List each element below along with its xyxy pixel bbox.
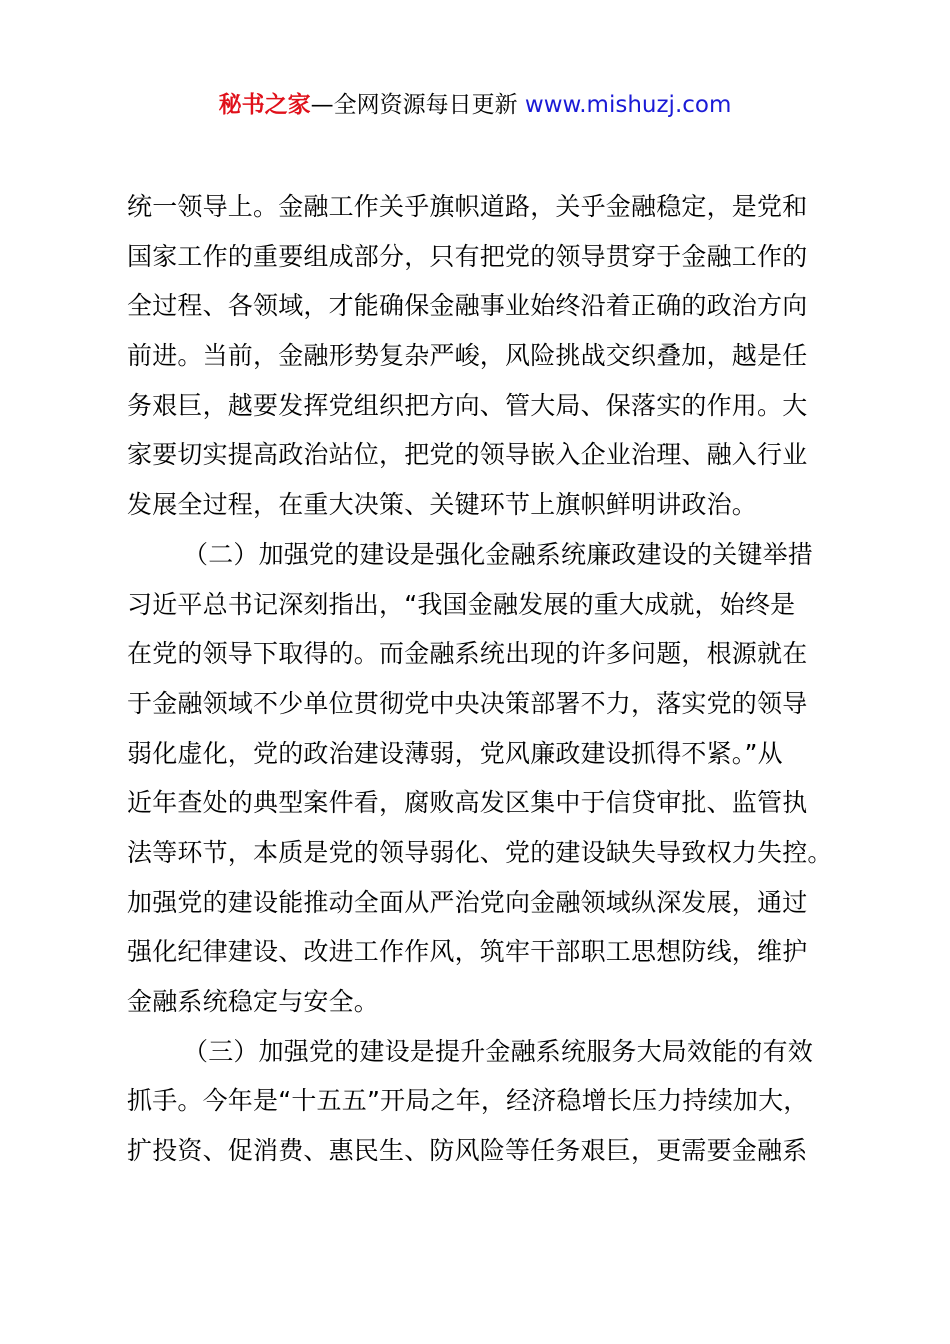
text-line: 金融系统稳定与安全。 (127, 987, 380, 1016)
text-line: 务艰巨，越要发挥党组织把方向、管大局、保落实的作用。大 (127, 390, 808, 420)
text-line: 全过程、各领域，才能确保金融事业始终沿着正确的政治方向 (127, 291, 808, 321)
text-line: 加强党的建设能推动全面从严治党向金融领域纵深发展，通过 (127, 887, 808, 917)
text-line: 统一领导上。金融工作关乎旗帜道路，关乎金融稳定，是党和 (127, 192, 808, 221)
text-line: 弱化虚化，党的政治建设薄弱，党风廉政建设抓得不紧。”从 (127, 738, 783, 768)
text-line: 前进。当前，金融形势复杂严峻，风险挑战交织叠加，越是任 (127, 341, 808, 371)
text-line: 家要切实提高政治站位，把党的领导嵌入企业治理、融入行业 (127, 440, 808, 470)
header-tagline: —全网资源每日更新 (310, 92, 525, 118)
site-url-link[interactable]: www.mishuzj.com (524, 92, 732, 118)
text-line: 强化纪律建设、改进工作作风，筑牢干部职工思想防线，维护 (127, 937, 808, 967)
text-line: 于金融领域不少单位贯彻党中央决策部署不力，落实党的领导 (127, 688, 808, 718)
text-line: 抓手。今年是“十五五”开局之年，经济稳增长压力持续加大， (127, 1086, 809, 1116)
page-header (0, 88, 950, 122)
text-line: 扩投资、促消费、惠民生、防风险等任务艰巨，更需要金融系 (127, 1136, 808, 1166)
text-line: 发展全过程，在重大决策、关键环节上旗帜鲜明讲政治。 (127, 490, 758, 520)
text-line: 习近平总书记深刻指出，“我国金融发展的重大成就，始终是 (127, 589, 796, 619)
brand-name: 秘书之家 (218, 92, 311, 118)
section-heading-3: （三）加强党的建设是提升金融系统服务大局效能的有效 (183, 1036, 814, 1066)
document-body (127, 182, 833, 1176)
text-line: 国家工作的重要组成部分，只有把党的领导贯穿于金融工作的 (127, 241, 808, 271)
section-heading-2: （二）加强党的建设是强化金融系统廉政建设的关键举措 (183, 539, 814, 569)
text-line: 近年查处的典型案件看，腐败高发区集中于信贷审批、监管执 (127, 788, 808, 818)
text-line: 法等环节，本质是党的领导弱化、党的建设缺失导致权力失控。 (127, 837, 833, 867)
text-line: 在党的领导下取得的。而金融系统出现的许多问题，根源就在 (127, 639, 808, 669)
